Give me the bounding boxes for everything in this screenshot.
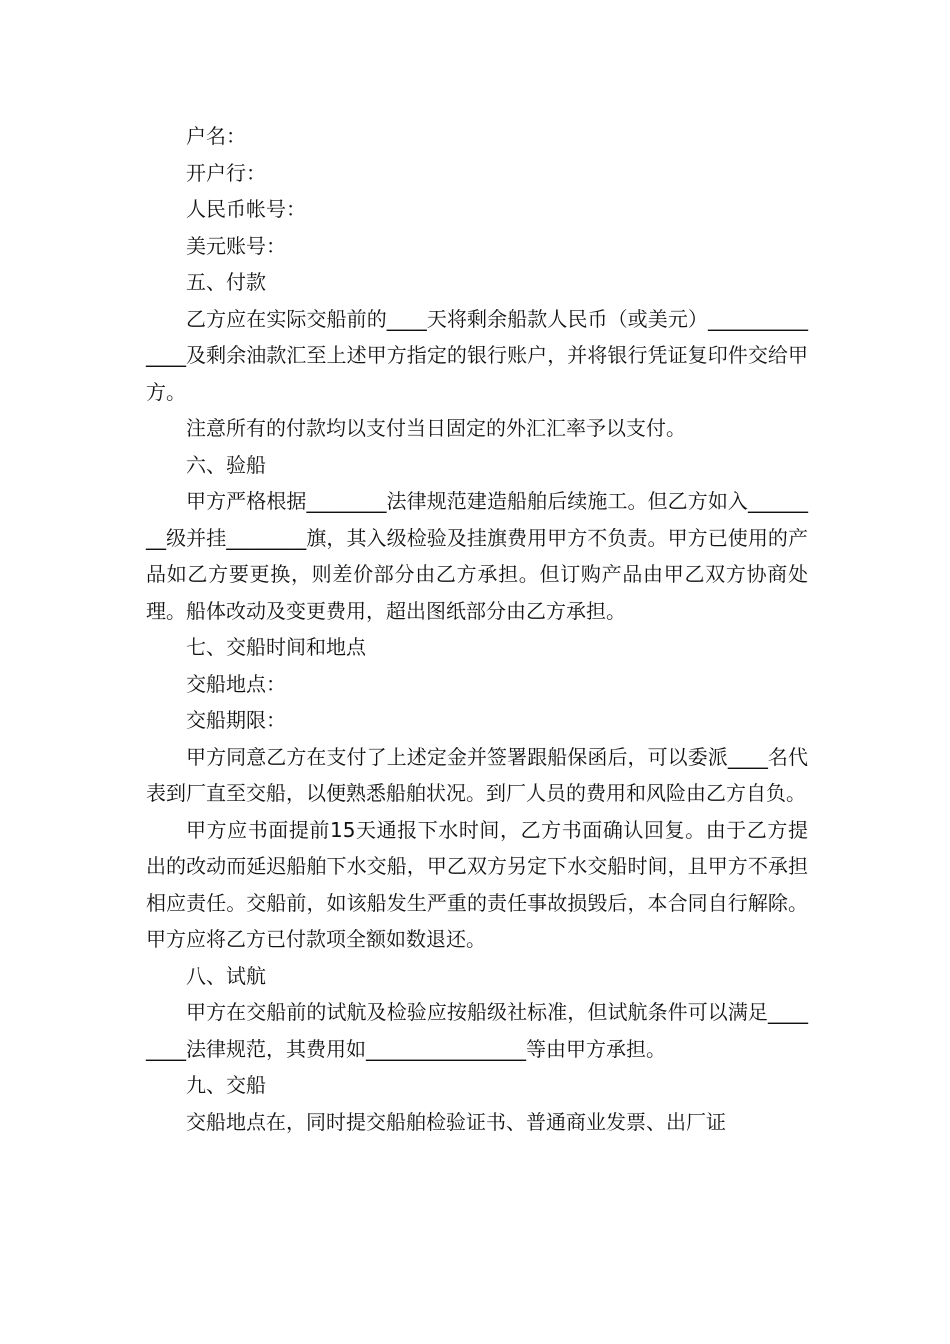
payment-paragraph: 乙方应在实际交船前的____天将剩余船款人民币（或美元）______________及剩余油款汇至上述甲方指定的银行账户，并将银行凭证复印件交给甲方。	[146, 306, 808, 404]
bank-line: 开户行：	[186, 160, 266, 185]
document-body	[146, 118, 808, 1140]
section-heading-delivery: 九、交船	[186, 1073, 266, 1097]
delivery-deadline-line: 交船期限：	[186, 708, 286, 732]
section-heading-inspection: 六、验船	[186, 452, 266, 477]
delivery-place-line: 交船地点：	[186, 671, 286, 696]
usd-account-line: 美元账号：	[186, 233, 286, 258]
sea-trial-paragraph: 甲方在交船前的试航及检验应按船级社标准，但试航条件可以满足________法律规范，其费用如________________等由甲方承担。	[146, 1000, 808, 1061]
representative-paragraph: 甲方同意乙方在支付了上述定金并签署跟船保函后，可以委派____名代表到厂直至交船，以便熟悉船舶状况。到厂人员的费用和风险由乙方自负。	[146, 744, 808, 805]
inspection-paragraph: 甲方严格根据________法律规范建造船舶后续施工。但乙方如入________级并挂________旗，其入级检验及挂旗费用甲方不负责。甲方已使用的产品如乙方要更换，则差价部分由乙方承担。但订购产品由甲乙双方协商处理。船体改动及变更费用，超出图纸部分由乙方承担。	[146, 489, 808, 623]
section-heading-delivery-time-place: 七、交船时间和地点	[186, 635, 366, 659]
rmb-account-line: 人民币帐号：	[186, 197, 306, 221]
section-heading-payment: 五、付款	[186, 270, 266, 294]
account-name-line: 户名：	[186, 124, 246, 148]
section-heading-sea-trial: 八、试航	[186, 963, 266, 988]
delivery-paragraph: 交船地点在，同时提交船舶检验证书、普通商业发票、出厂证	[186, 1109, 726, 1134]
exchange-rate-paragraph: 注意所有的付款均以支付当日固定的外汇汇率予以支付。	[186, 416, 686, 440]
launch-notice-paragraph: 甲方应书面提前15天通报下水时间，乙方书面确认回复。由于乙方提出的改动而延迟船舶下水交船，甲乙双方另定下水交船时间，且甲方不承担相应责任。交船前，如该船发生严重的责任事故损毁后，本合同自行解除。甲方应将乙方已付款项全额如数退还。	[146, 817, 808, 951]
